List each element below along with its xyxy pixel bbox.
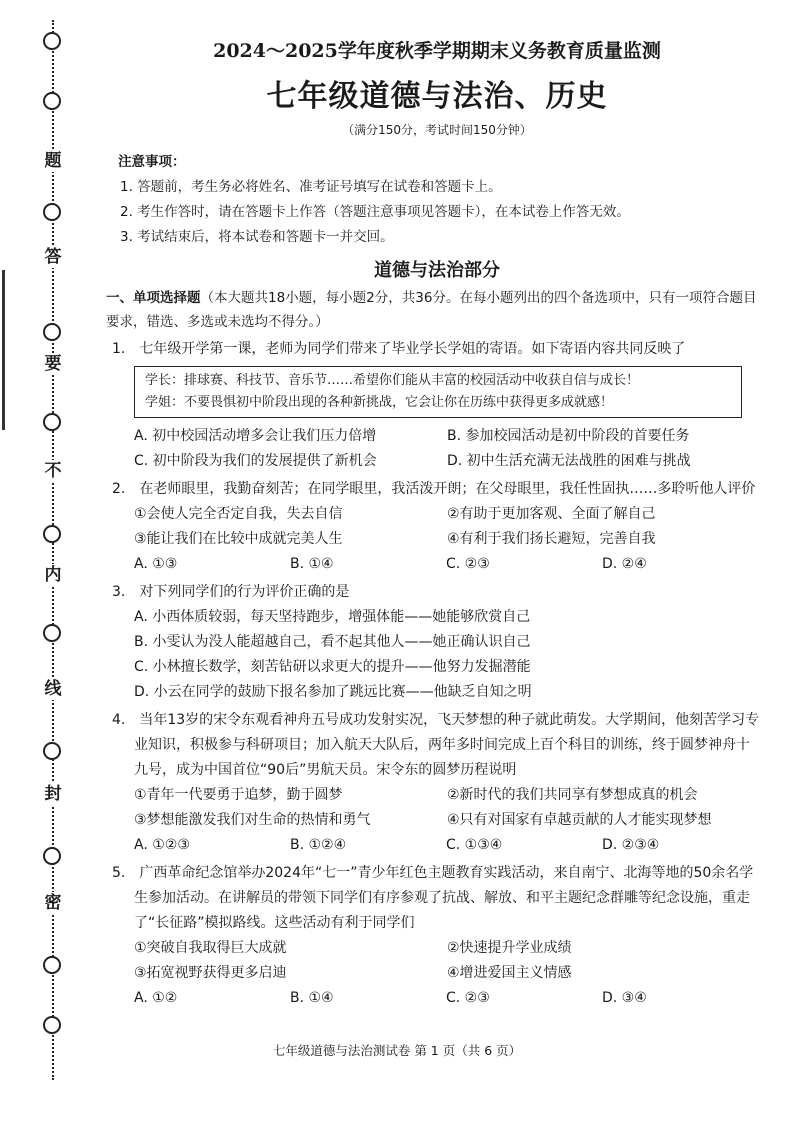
scan-edge-mark [2, 270, 5, 430]
item-row [112, 783, 762, 808]
option-b: B. 参加校园活动是初中阶段的首要任务 [447, 428, 690, 444]
choice-row [112, 833, 762, 858]
section-title: 道德与法治部分 [374, 260, 500, 281]
choice-b: B. ①④ [290, 990, 334, 1006]
choice-c: C. ①③④ [446, 837, 503, 853]
question-5 [112, 861, 762, 1011]
question-1 [112, 337, 762, 474]
note-item: 2. 考生作答时，请在答题卡上作答（答题注意事项见答题卡），在本试卷上作答无效。 [120, 204, 630, 220]
binding-circle [43, 1016, 61, 1034]
binding-circle [43, 413, 61, 431]
item-1: ①青年一代要勇于追梦，勤于圆梦 [134, 787, 343, 803]
note-item: 3. 考试结束后，将本试卷和答题卡一并交回。 [120, 229, 394, 245]
question-3 [112, 580, 762, 705]
item-4: ④有利于我们扬长避短，完善自我 [447, 531, 656, 547]
part-one-label: 一、单项选择题 [106, 290, 201, 306]
question-2 [112, 477, 762, 577]
item-row [112, 961, 762, 986]
binding-char: 题 [40, 150, 66, 172]
item-1: ①突破自我取得巨大成就 [134, 940, 287, 956]
choice-a: A. ①② [134, 990, 178, 1006]
choice-b: B. ①②④ [290, 837, 347, 853]
binding-circle [43, 742, 61, 760]
binding-margin [38, 20, 68, 1090]
question-stem: 5. 广西革命纪念馆举办2024年“七一”青少年红色主题教育实践活动，来自南宁、北海等地的50余名学生参加活动。在讲解员的带领下同学们有序参观了抗战、解放、和平主题纪念群雕等纪念设施，重走了“长征路”模拟路线。这些活动有利于同学们 [112, 865, 754, 931]
choice-c: C. ②③ [446, 556, 490, 572]
option-row [112, 424, 762, 449]
binding-char: 要 [40, 353, 66, 375]
binding-char: 线 [40, 678, 66, 700]
option-d: D. 初中生活充满无法战胜的困难与挑战 [447, 453, 691, 469]
item-row [112, 527, 762, 552]
item-2: ②有助于更加客观、全面了解自己 [447, 506, 656, 522]
exam-page [106, 30, 762, 1011]
exam-subject-title: 七年级道德与法治、历史 [266, 79, 608, 114]
binding-circle [43, 92, 61, 110]
binding-circle [43, 956, 61, 974]
item-3: ③能让我们在比较中成就完美人生 [134, 531, 343, 547]
binding-circle [43, 323, 61, 341]
binding-dotted-line [52, 20, 54, 1080]
item-row [112, 936, 762, 961]
item-2: ②新时代的我们共同享有梦想成真的机会 [447, 787, 698, 803]
binding-char: 答 [40, 246, 66, 268]
question-stem: 3. 对下列同学们的行为评价正确的是 [112, 584, 350, 600]
binding-char: 封 [40, 783, 66, 805]
option-c: C. 初中阶段为我们的发展提供了新机会 [134, 453, 377, 469]
notes-block [112, 150, 762, 250]
choice-row [112, 552, 762, 577]
item-4: ④只有对国家有卓越贡献的人才能实现梦想 [447, 812, 712, 828]
item-1: ①会使人完全否定自我，失去自信 [134, 506, 343, 522]
choice-d: D. ③④ [602, 990, 647, 1006]
quote-line: 学姐：不要畏惧初中阶段出现的各种新挑战，它会让你在历练中获得更多成就感！ [145, 395, 614, 410]
item-3: ③梦想能激发我们对生命的热情和勇气 [134, 812, 371, 828]
exam-title-line: 2024～2025学年度秋季学期期末义务教育质量监测 [213, 40, 661, 62]
item-4: ④增进爱国主义情感 [447, 965, 572, 981]
binding-circle [43, 32, 61, 50]
binding-circle [43, 525, 61, 543]
item-3: ③拓宽视野获得更多启迪 [134, 965, 287, 981]
binding-char: 不 [40, 460, 66, 482]
option-d: D. 小云在同学的鼓励下报名参加了跳远比赛——他缺乏自知之明 [134, 684, 532, 700]
page-footer: 七年级道德与法治测试卷 第 1 页（共 6 页） [272, 1043, 522, 1058]
option-a: A. 初中校园活动增多会让我们压力倍增 [134, 428, 377, 444]
choice-d: D. ②③④ [602, 837, 660, 853]
question-stem: 1. 七年级开学第一课，老师为同学们带来了毕业学长学姐的寄语。如下寄语内容共同反映了 [112, 341, 686, 357]
choice-d: D. ②④ [602, 556, 647, 572]
item-row [112, 502, 762, 527]
note-item: 1. 答题前，考生务必将姓名、准考证号填写在试卷和答题卡上。 [120, 179, 502, 195]
quote-line: 学长：排球赛、科技节、音乐节……希望你们能从丰富的校园活动中收获自信与成长！ [145, 373, 640, 388]
binding-circle [43, 847, 61, 865]
binding-char: 内 [40, 564, 66, 586]
choice-c: C. ②③ [446, 990, 490, 1006]
question-4 [112, 708, 762, 858]
part-one-instruction: （本大题共18小题，每小题2分，共36分。在每小题列出的四个备选项中，只有一项符合题目要求，错选、多选或未选均不得分。） [106, 290, 757, 330]
binding-char: 密 [40, 892, 66, 914]
item-row [112, 808, 762, 833]
choice-row [112, 986, 762, 1011]
option-b: B. 小雯认为没人能超越自己，看不起其他人——她正确认识自己 [134, 634, 531, 650]
part-one-header [106, 286, 762, 334]
question-stem: 4. 当年13岁的宋令东观看神舟五号成功发射实况，飞天梦想的种子就此萌发。大学期间，他刻苦学习专业知识，积极参与科研项目；加入航天大队后，两年多时间完成上百个科目的训练，终于圆梦神舟十九号，成为中国首位“90后”男航天员。宋令东的圆梦历程说明 [112, 712, 760, 778]
binding-circle [43, 203, 61, 221]
option-a: A. 小西体质较弱，每天坚持跑步，增强体能——她能够欣赏自己 [134, 609, 531, 625]
choice-a: A. ①②③ [134, 837, 190, 853]
notes-title: 注意事项： [118, 154, 186, 170]
option-row [112, 449, 762, 474]
item-2: ②快速提升学业成绩 [447, 940, 572, 956]
choice-a: A. ①③ [134, 556, 178, 572]
choice-b: B. ①④ [290, 556, 334, 572]
binding-circle [43, 624, 61, 642]
question-stem: 2. 在老师眼里，我勤奋刻苦；在同学眼里，我活泼开朗；在父母眼里，我任性固执……多聆听他人评价 [112, 481, 756, 497]
score-time-note: （满分150分，考试时间150分钟） [342, 123, 532, 137]
quote-box [134, 366, 742, 418]
option-c: C. 小林擅长数学，刻苦钻研以求更大的提升——他努力发掘潜能 [134, 659, 531, 675]
